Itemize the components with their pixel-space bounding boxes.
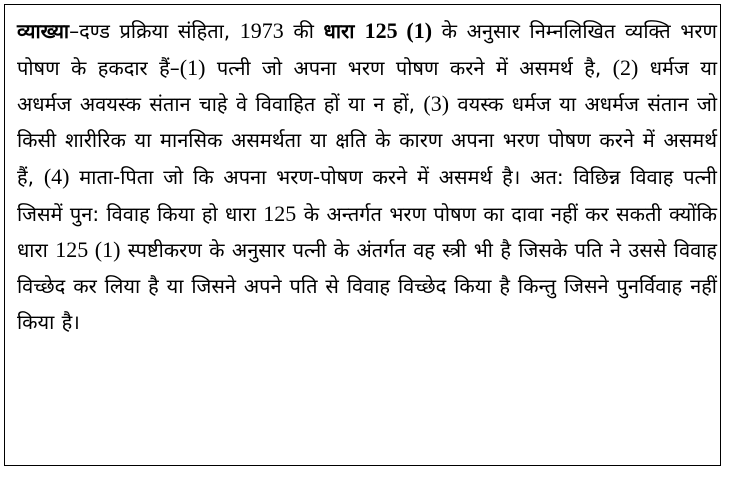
clause-1-text: पत्नी जो अपना भरण पोषण करने में असमर्थ है, xyxy=(205,55,613,80)
item-number-3: (3) xyxy=(423,91,450,117)
item-number-2: (2) xyxy=(612,54,639,80)
clause-6-text: स्पष्टीकरण के अनुसार पत्नी के अंतर्गत वह स्त्री भी है जिसके पति ने उससे विवाह विच्छेद कर लिया है या जिसने अपने पति से विवाह विच्छेद किया है किन्तु जिसने पुनर्विवाह नहीं किया है। xyxy=(17,238,718,334)
act-year: 1973 xyxy=(239,18,284,43)
section-reference: 125 (1) xyxy=(364,18,433,43)
item-number-4: (4) xyxy=(43,163,70,189)
explanation-heading: व्याख्या xyxy=(17,19,70,43)
clause-3-text: वयस्क धर्मज या अधर्मज संतान जो किसी शारीरिक या मानसिक असमर्थता या क्षति के कारण अपना भरण पोषण करने में असमर्थ हैं, xyxy=(17,92,718,189)
item-number-1: (1) xyxy=(179,54,206,80)
section-number-125: 125 xyxy=(263,200,297,226)
section-number-125-1: 125 (1) xyxy=(55,237,121,263)
explanation-paragraph xyxy=(17,13,717,340)
section-word: धारा xyxy=(323,19,365,43)
of-word: की xyxy=(283,19,324,43)
intro-text: –दण्ड प्रक्रिया संहिता, xyxy=(69,19,240,43)
clause-5-text: के अन्तर्गत भरण पोषण का दावा नहीं कर सकती क्योंकि धारा xyxy=(17,201,717,263)
clause-2-text: धर्मज या अधर्मज अवयस्क संतान चाहे वे विवाहित हों या न हों, xyxy=(17,55,718,117)
clause-4-text: माता-पिता जो कि अपना भरण-पोषण करने में असमर्थ है। अत: विछिन्न विवाह पत्नी जिसमें पुन: विवाह किया हो धारा xyxy=(17,164,717,226)
clause-1-lead: के अनुसार निम्नलिखित व्यक्ति भरण पोषण के हकदार हैं– xyxy=(17,19,717,80)
explanation-box xyxy=(4,4,721,466)
